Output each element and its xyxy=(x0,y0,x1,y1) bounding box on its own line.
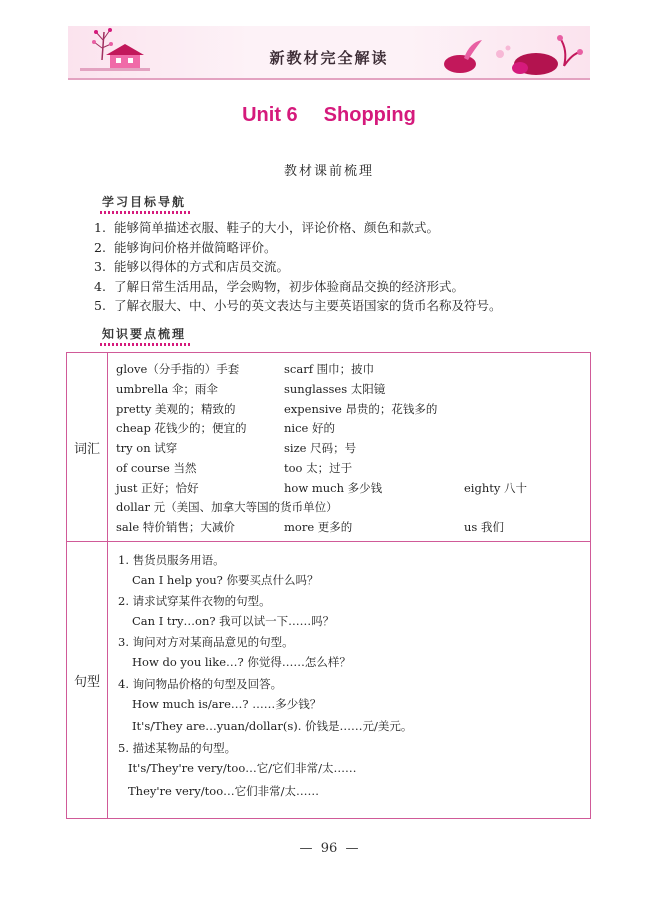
unit-name: Shopping xyxy=(323,104,416,126)
vocab-item: glove（分手指的）手套 xyxy=(116,362,240,376)
vocab-item: eighty 八十 xyxy=(464,481,528,495)
goal-item: 2. 能够询问价格并做简略评价。 xyxy=(94,239,277,255)
goal-item: 1. 能够简单描述衣服、鞋子的大小，评论价格、颜色和款式。 xyxy=(94,220,440,235)
goal-item: 5. 了解衣服大、中、小号的英文表达与主要英语国家的货币名称及符号。 xyxy=(94,298,502,313)
section-title: 教材课前梳理 xyxy=(283,164,374,179)
goal-item: 4. 了解日常生活用品，学会购物，初步体验商品交换的经济形式。 xyxy=(94,278,465,294)
vocab-item: how much 多少钱 xyxy=(284,481,383,495)
vocab-item: of course 当然 xyxy=(116,461,197,475)
pattern-example: It's/They're very/too…它/它们非常/太…… xyxy=(128,761,357,775)
page-number: — 96 — xyxy=(299,841,359,856)
vocab-item: size 尺码；号 xyxy=(284,441,357,455)
header-title: 新教材完全解读 xyxy=(269,49,389,67)
pattern-heading: 5. 描述某物品的句型。 xyxy=(118,741,237,755)
vocab-item: more 更多的 xyxy=(284,520,353,534)
goal-item: 3. 能够以得体的方式和店员交流。 xyxy=(94,259,290,274)
pattern-heading: 1. 售货员服务用语。 xyxy=(118,553,225,567)
vocab-row xyxy=(67,353,591,542)
unit-title xyxy=(0,104,658,127)
pattern-example: It's/They are…yuan/dollar(s). 价钱是……元/美元。 xyxy=(132,719,413,733)
vocab-item: pretty 美观的；精致的 xyxy=(116,402,236,416)
vocab-item: too 太；过于 xyxy=(284,461,353,475)
vocab-item: expensive 昂贵的；花钱多的 xyxy=(284,402,438,416)
sentence-cell xyxy=(108,542,591,819)
goals-list xyxy=(94,218,574,316)
pattern-example: How do you like…? 你觉得……怎么样？ xyxy=(132,655,351,669)
goals-heading: 学习目标导航 xyxy=(102,193,186,212)
knowledge-table xyxy=(66,352,591,819)
pattern-example: Can I help you? 你要买点什么吗？ xyxy=(132,573,319,587)
vocab-item: sunglasses 太阳镜 xyxy=(284,382,386,396)
sentence-row xyxy=(67,542,591,819)
vocab-item: us 我们 xyxy=(464,520,504,534)
knowledge-heading: 知识要点梳理 xyxy=(102,325,186,344)
pattern-example: Can I try…on? 我可以试一下……吗？ xyxy=(132,614,335,628)
pattern-heading: 3. 询问对方对某商品意见的句型。 xyxy=(118,635,294,649)
header-banner xyxy=(68,26,590,80)
vocab-item: nice 好的 xyxy=(284,421,335,435)
pattern-heading: 2. 请求试穿某件衣物的句型。 xyxy=(118,594,271,608)
vocab-item: just 正好；恰好 xyxy=(116,481,199,495)
vocab-item: umbrella 伞；雨伞 xyxy=(116,382,218,396)
vocab-cell xyxy=(108,353,591,542)
vocab-item: cheap 花钱少的；便宜的 xyxy=(116,421,247,435)
pattern-example: They're very/too…它们非常/太…… xyxy=(128,784,320,798)
vocab-label: 词汇 xyxy=(67,353,108,542)
pattern-heading: 4. 询问物品价格的句型及回答。 xyxy=(118,677,283,691)
vocab-item: try on 试穿 xyxy=(116,441,178,455)
sentence-label: 句型 xyxy=(67,542,108,819)
unit-number: Unit 6 xyxy=(242,104,298,126)
pattern-example: How much is/are…? ……多少钱？ xyxy=(132,697,322,711)
vocab-item: sale 特价销售；大减价 xyxy=(116,520,235,534)
vocab-item: scarf 围巾；披巾 xyxy=(284,362,375,376)
flowers-decoration xyxy=(434,28,584,78)
vocab-item: dollar 元（美国、加拿大等国的货币单位） xyxy=(116,500,338,514)
